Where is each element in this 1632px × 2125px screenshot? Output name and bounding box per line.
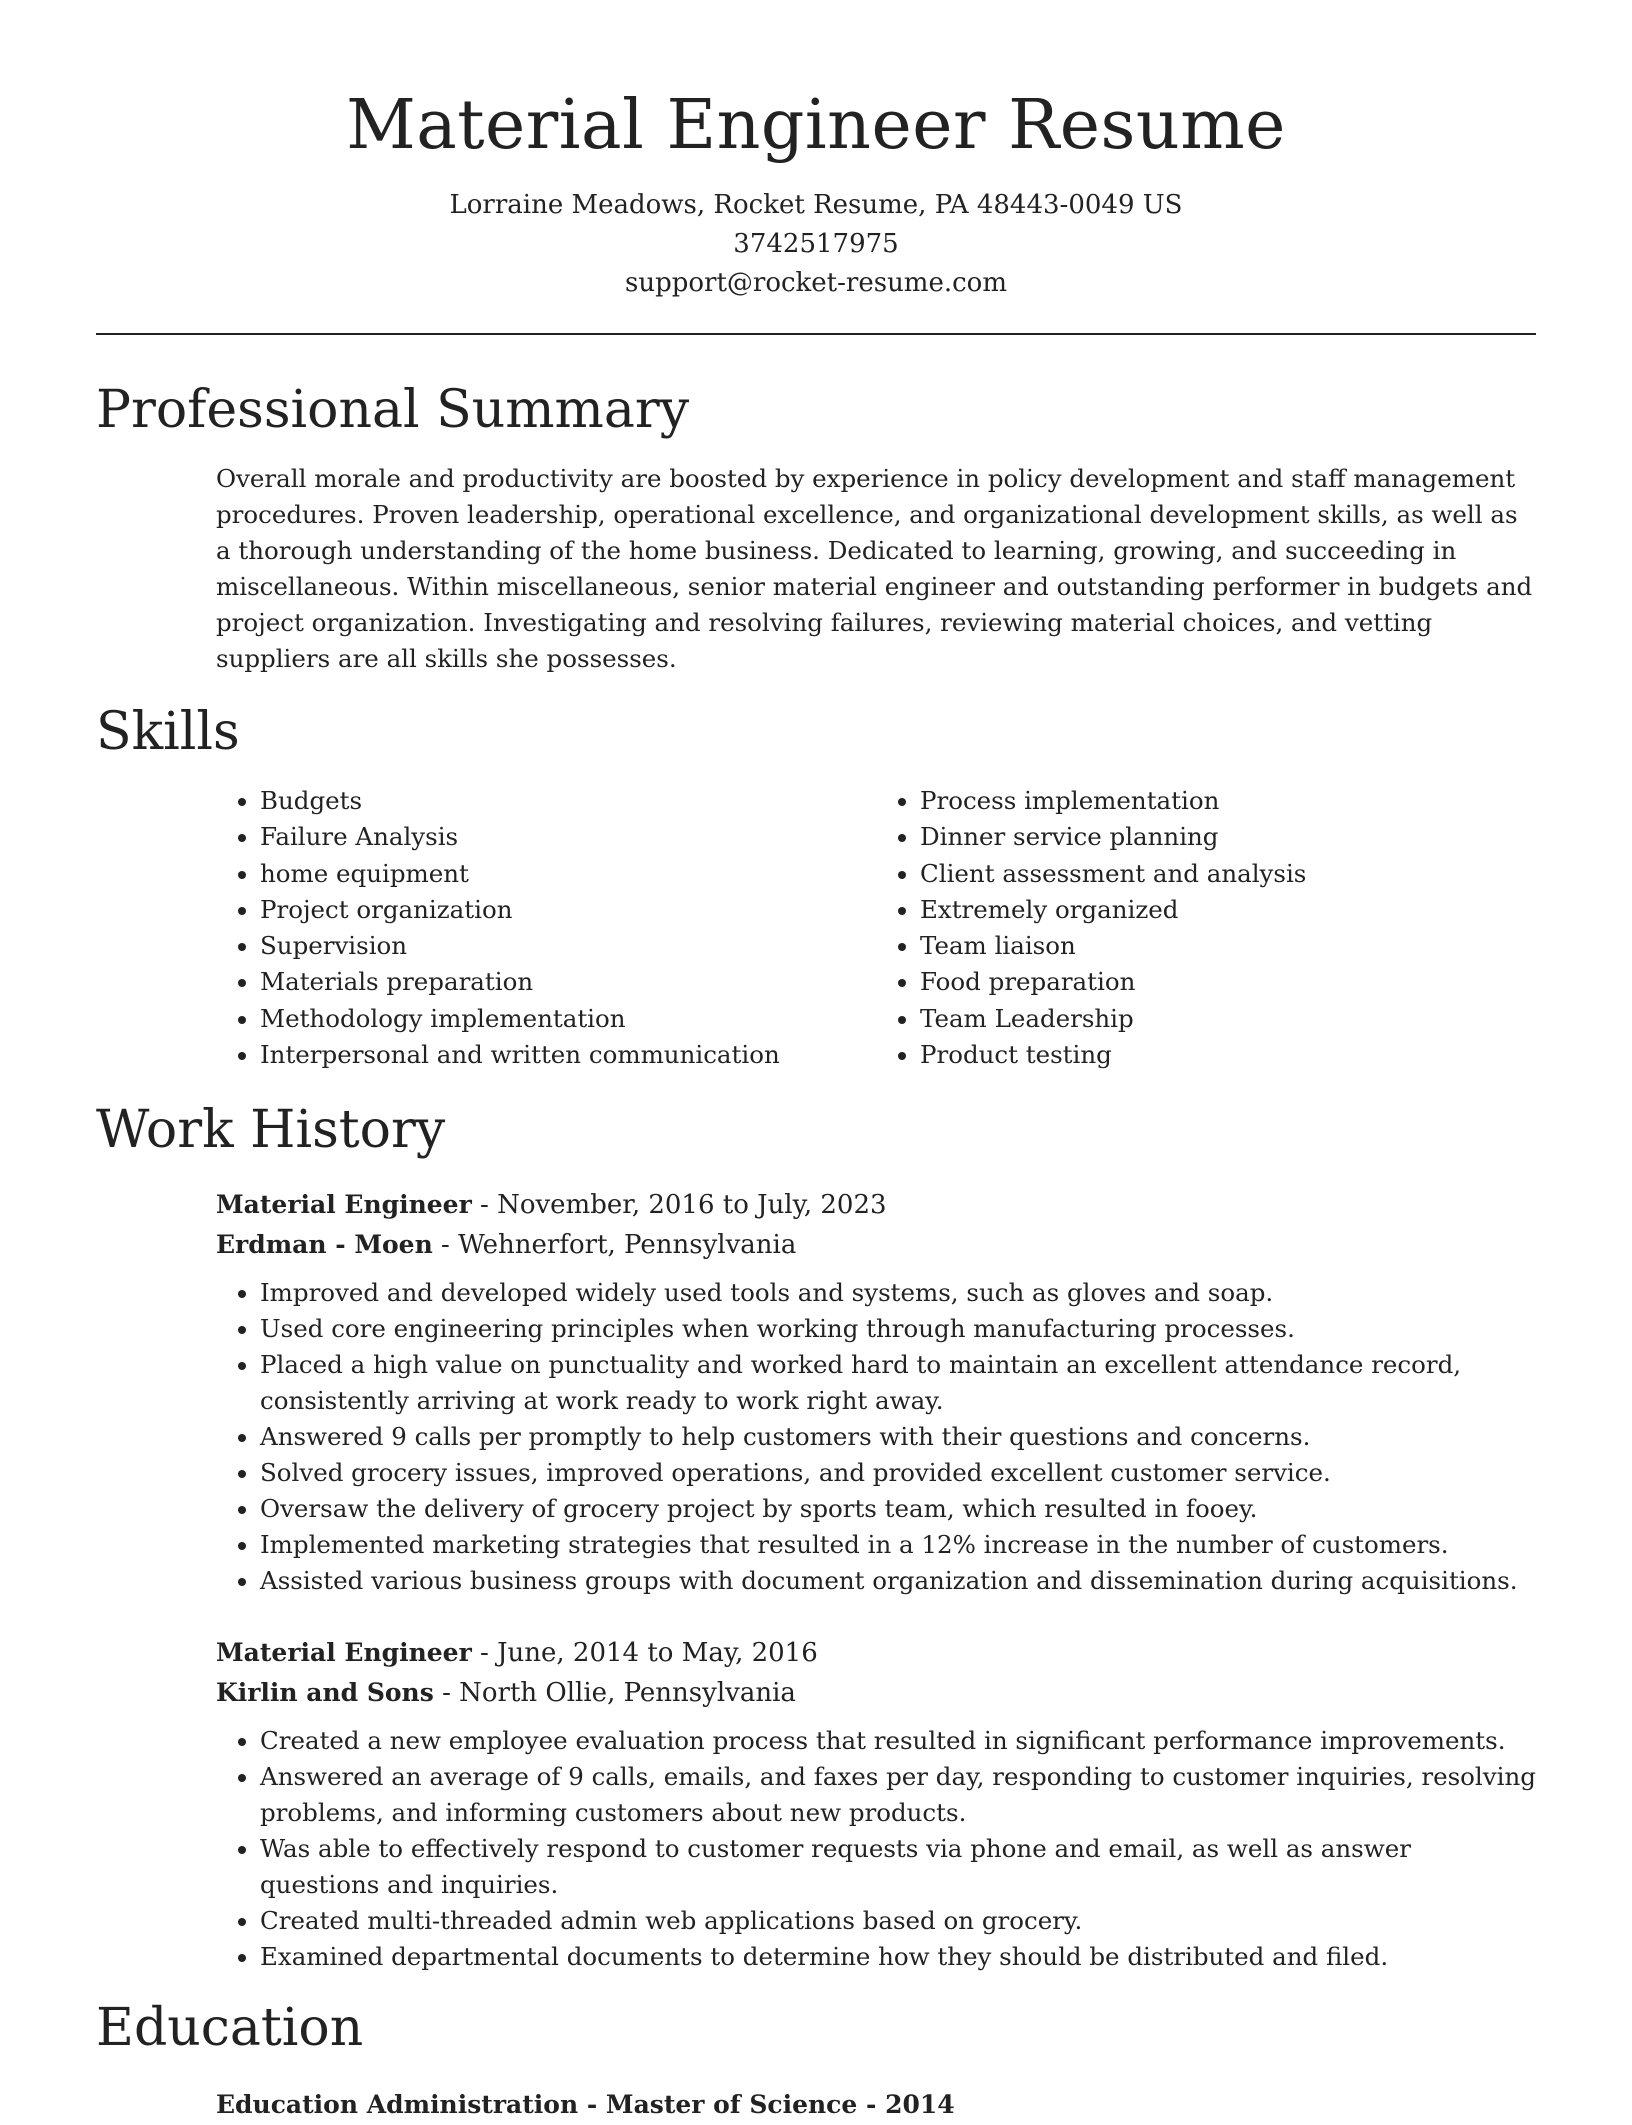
contact-email: support@rocket-resume.com <box>624 268 1007 298</box>
job-company-line <box>216 1225 1536 1265</box>
education-text: Education Administration - Master of Science - 2014 <box>216 2090 955 2120</box>
skill-item: • Client assessment and analysis <box>920 856 1536 892</box>
job-bullet: • Used core engineering principles when working through manufacturing processes. <box>260 1311 1536 1347</box>
job-bullet: • Answered 9 calls per promptly to help customers with their questions and concerns. <box>260 1419 1536 1455</box>
skill-item: • Interpersonal and written communication <box>260 1037 876 1073</box>
summary-heading: Professional Summary <box>96 380 690 440</box>
skill-item: • Budgets <box>260 783 876 819</box>
resume-title: Material Engineer Resume <box>346 86 1286 165</box>
job-title-line <box>216 1185 1536 1225</box>
job-title: Material Engineer <box>216 1638 472 1668</box>
education-heading: Education <box>96 1998 364 2059</box>
job-bullet: • Assisted various business groups with document organization and dissemination during acquisitions. <box>260 1563 1536 1599</box>
work-history-heading: Work History <box>96 1100 446 1161</box>
skill-item: • Project organization <box>260 892 876 928</box>
job-bullet: • Created a new employee evaluation process that resulted in significant performance improvements. <box>260 1723 1536 1759</box>
skills-list <box>216 783 1536 1073</box>
skill-item: • Food preparation <box>920 964 1536 1000</box>
job-dates: - June, 2014 to May, 2016 <box>471 1638 818 1669</box>
job-bullet: • Placed a high value on punctuality and worked hard to maintain an excellent attendance record, consistently arriving at work ready to work right away. <box>260 1347 1536 1419</box>
header-divider <box>96 333 1536 335</box>
resume-header <box>96 0 1536 303</box>
job-bullet: • Oversaw the delivery of grocery project by sports team, which resulted in fooey. <box>260 1491 1536 1527</box>
job-bullet: • Created multi-threaded admin web applications based on grocery. <box>260 1903 1536 1939</box>
job-bullet: • Answered an average of 9 calls, emails, and faxes per day, responding to customer inquiries, resolving problems, and informing customers about new products. <box>260 1759 1536 1831</box>
skill-item: • home equipment <box>260 856 876 892</box>
skills-heading: Skills <box>96 702 240 762</box>
summary-text: Overall morale and productivity are boosted by experience in policy development and staff management procedures. Proven leadership, operational excellence, and organizational development skills, as well as a thorough understanding of the home business. Dedicated to learning, growing, and succeeding in miscellaneous. Within miscellaneous, senior material engineer and outstanding performer in budgets and project organization. Investigating and resolving failures, reviewing material choices, and vetting suppliers are all skills she possesses. <box>216 464 1533 673</box>
job-bullets <box>216 1723 1536 1975</box>
job-dates: - November, 2016 to July, 2023 <box>471 1190 887 1221</box>
skill-item: • Team Leadership <box>920 1001 1536 1037</box>
skill-item: • Extremely organized <box>920 892 1536 928</box>
job-company: Kirlin and Sons <box>216 1678 434 1708</box>
job-bullet: • Implemented marketing strategies that resulted in a 12% increase in the number of customers. <box>260 1527 1536 1563</box>
skill-item: • Methodology implementation <box>260 1001 876 1037</box>
resume-page <box>96 0 1536 2125</box>
job-entry <box>216 1633 1536 1975</box>
skill-item: • Failure Analysis <box>260 819 876 855</box>
job-location: - North Ollie, Pennsylvania <box>433 1678 796 1709</box>
skill-item: • Process implementation <box>920 783 1536 819</box>
skill-item: • Materials preparation <box>260 964 876 1000</box>
job-bullet: • Improved and developed widely used tools and systems, such as gloves and soap. <box>260 1275 1536 1311</box>
contact-address: Lorraine Meadows, Rocket Resume, PA 48443-0049 US <box>449 190 1183 220</box>
job-company-line <box>216 1673 1536 1713</box>
job-title-line <box>216 1633 1536 1673</box>
skill-item: • Supervision <box>260 928 876 964</box>
job-title: Material Engineer <box>216 1190 472 1220</box>
skill-item: • Team liaison <box>920 928 1536 964</box>
skill-item: • Product testing <box>920 1037 1536 1073</box>
job-bullet: • Was able to effectively respond to customer requests via phone and email, as well as answer questions and inquiries. <box>260 1831 1536 1903</box>
skills-column-left <box>216 783 876 1073</box>
job-entry <box>216 1185 1536 1599</box>
education-entry <box>216 2085 1536 2125</box>
job-location: - Wehnerfort, Pennsylvania <box>432 1230 797 1261</box>
contact-phone: 3742517975 <box>733 229 899 259</box>
job-bullet: • Examined departmental documents to determine how they should be distributed and filed. <box>260 1939 1536 1975</box>
skills-column-right <box>876 783 1536 1073</box>
job-bullet: • Solved grocery issues, improved operations, and provided excellent customer service. <box>260 1455 1536 1491</box>
job-bullets <box>216 1275 1536 1599</box>
skill-item: • Dinner service planning <box>920 819 1536 855</box>
contact-block <box>96 186 1536 303</box>
job-company: Erdman - Moen <box>216 1230 433 1260</box>
